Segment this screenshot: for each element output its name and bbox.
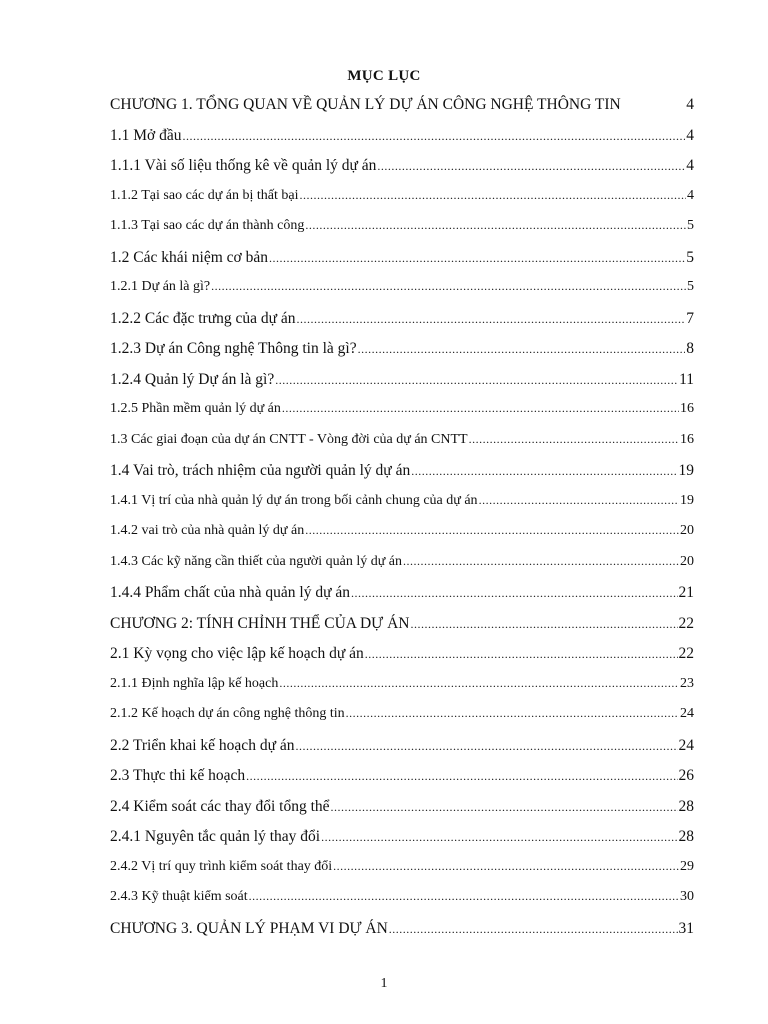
toc-entry[interactable] [110,767,694,798]
toc-entry-page: 22 [678,645,694,662]
toc-leader-dots [211,279,686,294]
toc-entry-label: 1.1 Mở đầu [110,126,182,144]
toc-entry[interactable] [110,462,694,493]
toc-leader-dots [333,859,679,874]
toc-entry-page: 29 [680,858,694,874]
toc-entry[interactable] [110,218,694,249]
toc-entry-page: 23 [680,675,694,691]
toc-leader-dots [282,401,679,416]
toc-entry[interactable] [110,920,694,951]
toc-entry-page: 16 [680,431,694,447]
toc-entry-page: 26 [678,767,694,784]
toc-leader-dots [346,706,679,721]
toc-entry-label: CHƯƠNG 2: TÍNH CHỈNH THỂ CỦA DỰ ÁN [110,614,410,632]
toc-entry-label: 1.2.5 Phần mềm quản lý dự án [110,401,281,416]
toc-leader-dots [321,830,677,845]
toc-leader-dots [295,739,677,754]
toc-leader-dots [377,159,685,174]
toc-entry-label: CHƯƠNG 1. TỔNG QUAN VỀ QUẢN LÝ DỰ ÁN CÔNG NGHỆ THÔNG TIN [110,96,621,113]
toc-leader-dots [305,523,679,538]
toc-entry[interactable] [110,645,694,676]
toc-entry-page: 4 [686,126,694,144]
toc-entry-page: 16 [680,401,694,416]
toc-entry-page: 24 [678,736,694,754]
toc-entry-page: 8 [686,340,694,357]
toc-entry-page: 28 [678,828,694,845]
toc-leader-dots [279,676,679,691]
toc-entry[interactable] [110,371,694,402]
toc-entry[interactable] [110,188,694,219]
toc-leader-dots [249,889,679,904]
toc-leader-dots [351,586,678,601]
toc-entry-page: 19 [680,492,694,508]
toc-entry-label: 1.3 Các giai đoạn của dự án CNTT - Vòng đời của dự án CNTT [110,431,468,447]
toc-entry-label: 2.4.1 Nguyên tắc quản lý thay đổi [110,828,321,845]
toc-entry-page: 7 [686,309,694,327]
toc-leader-dots [411,464,677,479]
toc-entry[interactable] [110,493,694,524]
toc-title: MỤC LỤC [347,68,421,84]
toc-entry[interactable] [110,889,694,920]
toc-entry-label: 1.2.1 Dự án là gì? [110,279,211,294]
toc-entry-label: 2.4.2 Vị trí quy trình kiểm soát thay đổi [110,858,333,874]
toc-leader-dots [469,432,679,447]
toc-entry[interactable] [110,798,694,829]
toc-leader-dots [246,769,677,784]
toc-entry[interactable] [110,157,694,188]
toc-leader-dots [305,218,686,233]
toc-entry-label: 1.4.3 Các kỹ năng cần thiết của người quản lý dự án [110,553,403,569]
toc-entry[interactable] [110,676,694,707]
toc-entry[interactable] [110,737,694,768]
toc-entry-label: 2.1.1 Định nghĩa lập kế hoạch [110,675,279,691]
toc-entry[interactable] [110,127,694,158]
toc-entry-label: 2.1.2 Kế hoạch dự án công nghệ thông tin [110,706,345,721]
toc-entry-page: 28 [678,797,694,815]
toc-entry[interactable] [110,828,694,859]
toc-entry-page: 5 [687,218,694,233]
toc-entry-label: 2.3 Thực thi kế hoạch [110,767,246,784]
toc-entry-label: CHƯƠNG 3. QUẢN LÝ PHẠM VI DỰ ÁN [110,919,388,937]
toc-entry-page: 4 [686,96,694,113]
toc-entry-label: 1.2.3 Dự án Công nghệ Thông tin là gì? [110,340,357,357]
toc-entry-page: 4 [687,187,694,203]
toc-entry-label: 1.4.4 Phẩm chất của nhà quản lý dự án [110,584,350,601]
page-number: 1 [380,976,388,991]
toc-entry-label: 1.2.4 Quản lý Dự án là gì? [110,370,275,388]
toc-leader-dots [297,312,686,327]
toc-entry[interactable] [110,96,694,127]
toc-entry-label: 1.4.2 vai trò của nhà quản lý dự án [110,523,305,538]
toc-entry[interactable] [110,523,694,554]
toc-entry-page: 30 [680,889,694,904]
toc-entry-label: 1.2 Các khái niệm cơ bản [110,248,268,266]
toc-leader-dots [182,129,685,144]
toc-leader-dots [275,373,678,388]
toc-entry-page: 20 [680,553,694,569]
toc-entry-label: 1.4 Vai trò, trách nhiệm của người quản lý dự án [110,462,411,479]
toc-entry-label: 1.1.2 Tại sao các dự án bị thất bại [110,187,299,203]
toc-entry-label: 1.2.2 Các đặc trưng của dự án [110,309,296,327]
toc-leader-dots [410,617,677,632]
toc-leader-dots [269,251,685,266]
toc-entry-page: 21 [678,584,694,601]
toc-entry[interactable] [110,432,694,463]
toc-entry-page: 5 [687,279,694,294]
toc-entry[interactable] [110,859,694,890]
toc-entry[interactable] [110,584,694,615]
toc-leader-dots [389,922,678,937]
toc-entry[interactable] [110,706,694,737]
toc-leader-dots [403,554,679,569]
toc-entry[interactable] [110,340,694,371]
toc-entry-page: 24 [680,706,694,721]
toc-leader-dots [365,647,678,662]
toc-leader-dots [331,800,678,815]
toc-entry-label: 2.1 Kỳ vọng cho việc lập kế hoạch dự án [110,645,364,662]
toc-entry-page: 5 [686,248,694,266]
toc-list [110,96,694,950]
toc-entry-label: 2.4 Kiểm soát các thay đổi tổng thể [110,797,330,815]
toc-entry[interactable] [110,401,694,432]
toc-leader-dots [479,493,679,508]
toc-entry-page: 20 [680,523,694,538]
toc-entry-label: 2.2 Triển khai kế hoạch dự án [110,736,295,754]
toc-entry-label: 2.4.3 Kỹ thuật kiểm soát [110,889,248,904]
toc-entry[interactable] [110,279,694,310]
toc-entry-page: 11 [679,370,694,388]
toc-entry[interactable] [110,249,694,280]
toc-entry[interactable] [110,310,694,341]
toc-entry-label: 1.1.1 Vài số liệu thống kê về quản lý dự án [110,157,377,174]
toc-entry-page: 31 [678,919,694,937]
toc-entry-page: 19 [678,462,694,479]
toc-entry-page: 4 [686,157,694,174]
toc-entry[interactable] [110,615,694,646]
toc-leader-dots [300,188,687,203]
toc-entry-page: 22 [678,614,694,632]
toc-entry[interactable] [110,554,694,585]
toc-entry-label: 1.1.3 Tại sao các dự án thành công [110,218,305,233]
toc-entry-label: 1.4.1 Vị trí của nhà quản lý dự án trong bối cảnh chung của dự án [110,492,478,508]
toc-leader-dots [358,342,686,357]
